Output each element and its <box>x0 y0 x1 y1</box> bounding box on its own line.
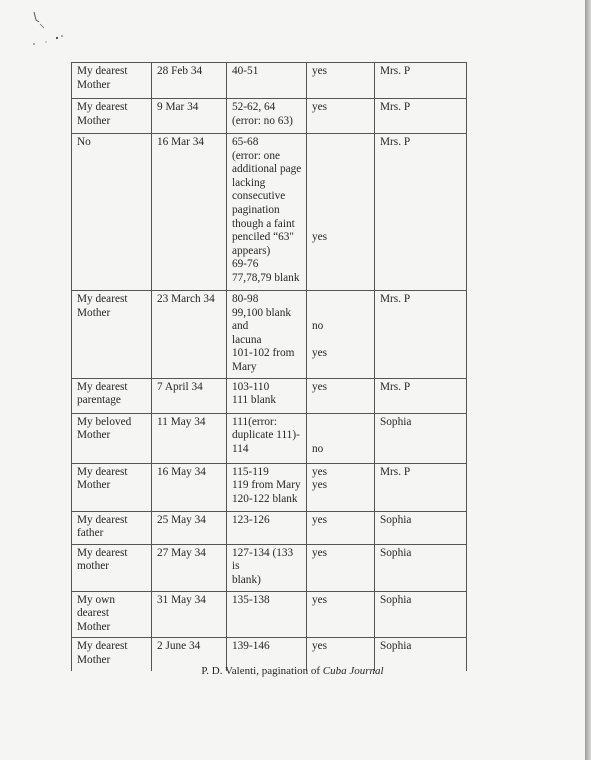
status-cell: yes <box>307 638 375 671</box>
page-edge <box>585 0 591 760</box>
salutation-cell: My dearest father <box>72 511 152 544</box>
table-row <box>72 134 467 291</box>
table-row <box>72 63 467 99</box>
table-row <box>72 591 467 638</box>
date-cell: 2 June 34 <box>152 638 227 671</box>
pages-cell: 52-62, 64 (error: no 63) <box>227 99 307 134</box>
table-row <box>72 291 467 379</box>
pages-cell: 111(error: duplicate 111)- 114 <box>227 413 307 463</box>
recipient-cell: Mrs. P <box>375 134 467 291</box>
salutation-cell: My dearest Mother <box>72 63 152 99</box>
status-cell: yes <box>307 134 375 291</box>
date-cell: 25 May 34 <box>152 511 227 544</box>
salutation-cell: My dearest Mother <box>72 463 152 511</box>
date-cell: 7 April 34 <box>152 378 227 413</box>
pages-cell: 135-138 <box>227 591 307 638</box>
status-cell: no yes <box>307 291 375 379</box>
table-row <box>72 463 467 511</box>
salutation-cell: My dearest Mother <box>72 291 152 379</box>
footer-text: P. D. Valenti, pagination of <box>201 665 323 677</box>
date-cell: 27 May 34 <box>152 544 227 591</box>
date-cell: 28 Feb 34 <box>152 63 227 99</box>
status-cell: no <box>307 413 375 463</box>
pages-cell: 139-146 <box>227 638 307 671</box>
paper-speck-marks <box>30 8 80 58</box>
date-cell: 31 May 34 <box>152 591 227 638</box>
salutation-cell: My dearest Mother <box>72 99 152 134</box>
salutation-cell: My dearest Mother <box>72 638 152 671</box>
pagination-table <box>71 62 467 671</box>
pages-cell: 65-68 (error: one additional page lacking consecutive pagination though a faint penciled “63" appears) 69-76 77,78,79 blank <box>227 134 307 291</box>
salutation-cell: My dearest mother <box>72 544 152 591</box>
status-cell: yes <box>307 544 375 591</box>
table-row <box>72 378 467 413</box>
date-cell: 9 Mar 34 <box>152 99 227 134</box>
recipient-cell: Mrs. P <box>375 99 467 134</box>
recipient-cell: Mrs. P <box>375 463 467 511</box>
date-cell: 16 May 34 <box>152 463 227 511</box>
table-body <box>72 63 467 671</box>
status-cell: yes <box>307 378 375 413</box>
table-row <box>72 511 467 544</box>
pages-cell: 123-126 <box>227 511 307 544</box>
pages-cell: 115-119 119 from Mary 120-122 blank <box>227 463 307 511</box>
recipient-cell: Mrs. P <box>375 291 467 379</box>
date-cell: 11 May 34 <box>152 413 227 463</box>
pages-cell: 40-51 <box>227 63 307 99</box>
status-cell: yes <box>307 591 375 638</box>
recipient-cell: Sophia <box>375 544 467 591</box>
status-cell: yes <box>307 511 375 544</box>
recipient-cell: Sophia <box>375 638 467 671</box>
table-row <box>72 99 467 134</box>
salutation-cell: My dearest parentage <box>72 378 152 413</box>
date-cell: 23 March 34 <box>152 291 227 379</box>
recipient-cell: Mrs. P <box>375 63 467 99</box>
recipient-cell: Sophia <box>375 413 467 463</box>
date-cell: 16 Mar 34 <box>152 134 227 291</box>
pages-cell: 127-134 (133 is blank) <box>227 544 307 591</box>
footer-journal-title: Cuba Journal <box>322 665 384 677</box>
table-row <box>72 413 467 463</box>
pages-cell: 103-110 111 blank <box>227 378 307 413</box>
recipient-cell: Sophia <box>375 591 467 638</box>
recipient-cell: Sophia <box>375 511 467 544</box>
salutation-cell: No <box>72 134 152 291</box>
salutation-cell: My own dearest Mother <box>72 591 152 638</box>
pages-cell: 80-98 99,100 blank and lacuna 101-102 from Mary <box>227 291 307 379</box>
salutation-cell: My beloved Mother <box>72 413 152 463</box>
status-cell: yes <box>307 63 375 99</box>
status-cell: yes <box>307 99 375 134</box>
table-row <box>72 544 467 591</box>
status-cell: yes yes <box>307 463 375 511</box>
recipient-cell: Mrs. P <box>375 378 467 413</box>
page-footer <box>0 665 585 677</box>
